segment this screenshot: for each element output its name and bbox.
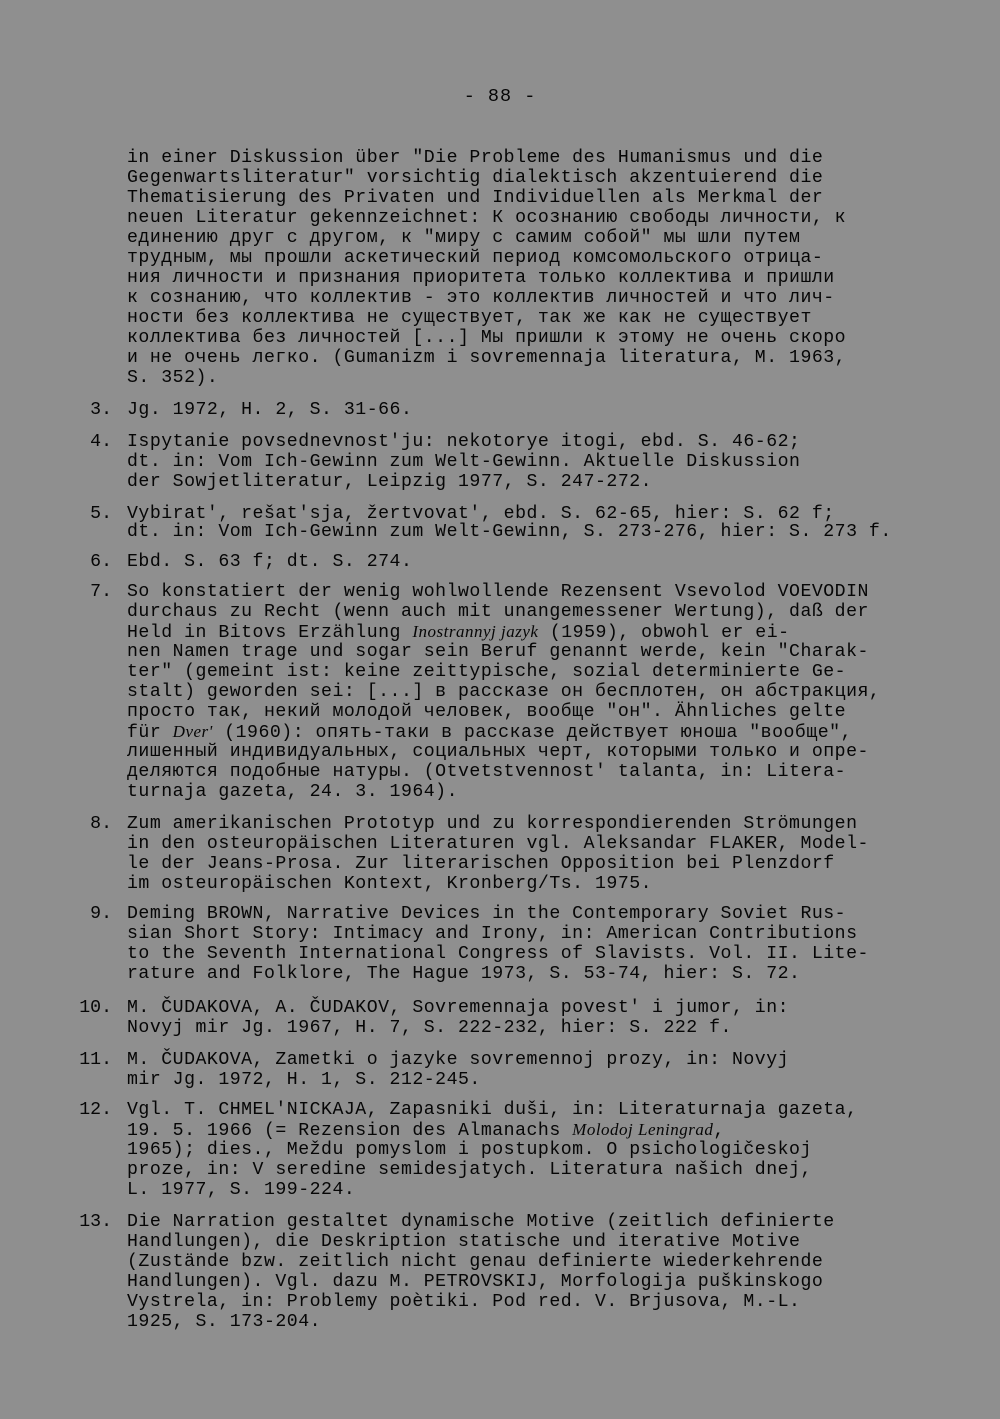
footnote-number: 11. xyxy=(79,1050,112,1070)
footnote-line: L. 1977, S. 199-224. xyxy=(127,1180,356,1200)
footnote-line: der Sowjetliteratur, Leipzig 1977, S. 247-272. xyxy=(127,472,653,492)
footnote-number: 10. xyxy=(79,998,112,1018)
footnote-number: 9. xyxy=(90,904,112,924)
footnote-line: dt. in: Vom Ich-Gewinn zum Welt-Gewinn. Aktuelle Diskussion xyxy=(127,452,801,472)
footnote-line: Vgl. T. CHMEL'NICKAJA, Zapasniki duši, in: Literaturnaja gazeta, xyxy=(127,1100,858,1120)
footnote-line: Novyj mir Jg. 1967, H. 7, S. 222-232, hier: S. 222 f. xyxy=(127,1018,732,1038)
footnote-line: Ispytanie povsednevnost'ju: nekotorye itogi, ebd. S. 46-62; xyxy=(127,432,801,452)
footnote-line: лишенный индивидуальных, социальных черт, которыми только и опре- xyxy=(127,742,869,762)
footnote-line: Gegenwartsliteratur" vorsichtig dialektisch akzentuierend die xyxy=(127,168,824,188)
footnote-number: 12. xyxy=(79,1100,112,1120)
footnote-line: (Zustände bzw. zeitlich nicht genau definierte wiederkehrende xyxy=(127,1252,824,1272)
footnote-line: S. 352). xyxy=(127,368,219,388)
footnote-line: dt. in: Vom Ich-Gewinn zum Welt-Gewinn, S. 273-276, hier: S. 273 f. xyxy=(127,522,892,542)
footnote-line: Ebd. S. 63 f; dt. S. 274. xyxy=(127,552,413,572)
footnote-number: 7. xyxy=(90,582,112,602)
footnote-line: stalt) geworden sei: [...] в рассказе он бесплотен, он абстракция, xyxy=(127,682,881,702)
footnote-line: im osteuropäischen Kontext, Kronberg/Ts. 1975. xyxy=(127,874,653,894)
footnote-line: in den osteuropäischen Literaturen vgl. Aleksandar FLAKER, Model- xyxy=(127,834,869,854)
footnote-line: Die Narration gestaltet dynamische Motive (zeitlich definierte xyxy=(127,1212,835,1232)
footnote-line: So konstatiert der wenig wohlwollende Rezensent Vsevolod VOEVODIN xyxy=(127,582,869,602)
footnote-line: просто так, некий молодой человек, вообще "он". Ähnliches gelte xyxy=(127,702,847,722)
footnote-line: Held in Bitovs Erzählung Inostrannyj jazyk (1959), obwohl er ei- xyxy=(127,622,790,643)
footnote-line: M. ČUDAKOVA, Zametki o jazyke sovremennoj prozy, in: Novyj xyxy=(127,1050,790,1070)
footnote-line: rature and Folklore, The Hague 1973, S. 53-74, hier: S. 72. xyxy=(127,964,801,984)
footnote-line: Jg. 1972, H. 2, S. 31-66. xyxy=(127,400,413,420)
footnote-line: to the Seventh International Congress of Slavists. Vol. II. Lite- xyxy=(127,944,869,964)
footnote-line: 19. 5. 1966 (= Rezension des Almanachs Molodoj Leningrad, xyxy=(127,1120,725,1141)
footnote-number: 3. xyxy=(90,400,112,420)
footnote-line: le der Jeans-Prosa. Zur literarischen Opposition bei Plenzdorf xyxy=(127,854,835,874)
italic-title: Molodoj Leningrad xyxy=(572,1120,714,1139)
footnote-line: durchaus zu Recht (wenn auch mit unangemessener Wertung), daß der xyxy=(127,602,869,622)
footnote-line: ности без коллектива не существует, так же как не существует xyxy=(127,308,812,328)
footnote-line: коллектива без личностей [...] Мы пришли к этому не очень скоро xyxy=(127,328,847,348)
footnote-number: 4. xyxy=(90,432,112,452)
italic-title: Inostrannyj jazyk xyxy=(412,622,539,641)
footnote-line: Zum amerikanischen Prototyp und zu korrespondierenden Strömungen xyxy=(127,814,858,834)
italic-title: Dver' xyxy=(172,722,213,741)
footnote-number: 6. xyxy=(90,552,112,572)
footnote-line: и не очень легко. (Gumanizm i sovremennaja literatura, M. 1963, xyxy=(127,348,847,368)
footnote-line: neuen Literatur gekennzeichnet: К осознанию свободы личности, к xyxy=(127,208,847,228)
footnote-line: Vybirat', rešat'sja, žertvovat', ebd. S. 62-65, hier: S. 62 f; xyxy=(127,504,835,524)
footnote-line: für Dver' (1960): опять-таки в рассказе действует юноша "вообще", xyxy=(127,722,852,743)
footnote-line: единению друг с другом, к "миру с самим собой" мы шли путем xyxy=(127,228,801,248)
footnote-line: ния личности и признания приоритета только коллектива и пришли xyxy=(127,268,835,288)
footnote-line: proze, in: V seredine semidesjatych. Literatura našich dnej, xyxy=(127,1160,812,1180)
footnote-number: 5. xyxy=(90,504,112,524)
footnote-line: turnaja gazeta, 24. 3. 1964). xyxy=(127,782,459,802)
footnote-line: к сознанию, что коллектив - это коллектив личностей и что лич- xyxy=(127,288,835,308)
footnote-line: sian Short Story: Intimacy and Irony, in: American Contributions xyxy=(127,924,858,944)
page-number: - 88 - xyxy=(463,86,537,107)
footnote-line: Handlungen). Vgl. dazu M. PETROVSKIJ, Morfologija puškinskogo xyxy=(127,1272,824,1292)
footnote-line: Thematisierung des Privaten und Individuellen als Merkmal der xyxy=(127,188,824,208)
footnote-line: Handlungen), die Deskription statische und iterative Motive xyxy=(127,1232,801,1252)
footnote-line: nen Namen trage und sogar sein Beruf genannt werde, kein "Charak- xyxy=(127,642,869,662)
footnote-line: ter" (gemeint ist: keine zeittypische, sozial determinierte Ge- xyxy=(127,662,847,682)
footnote-line: деляются подобные натуры. (Otvetstvennost' talanta, in: Litera- xyxy=(127,762,847,782)
footnote-line: in einer Diskussion über "Die Probleme des Humanismus und die xyxy=(127,148,824,168)
footnote-number: 13. xyxy=(79,1212,112,1232)
footnote-line: 1925, S. 173-204. xyxy=(127,1312,322,1332)
footnote-line: M. ČUDAKOVA, A. ČUDAKOV, Sovremennaja povest' i jumor, in: xyxy=(127,998,790,1018)
footnote-number: 8. xyxy=(90,814,112,834)
footnote-line: Vystrela, in: Problemy poètiki. Pod red. V. Brjusova, M.-L. xyxy=(127,1292,801,1312)
footnote-line: Deming BROWN, Narrative Devices in the Contemporary Soviet Rus- xyxy=(127,904,847,924)
footnote-line: mir Jg. 1972, H. 1, S. 212-245. xyxy=(127,1070,481,1090)
footnote-line: трудным, мы прошли аскетический период комсомольского отрица- xyxy=(127,248,824,268)
footnote-line: 1965); dies., Meždu pomyslom i postupkom. O psichologičeskoj xyxy=(127,1140,812,1160)
